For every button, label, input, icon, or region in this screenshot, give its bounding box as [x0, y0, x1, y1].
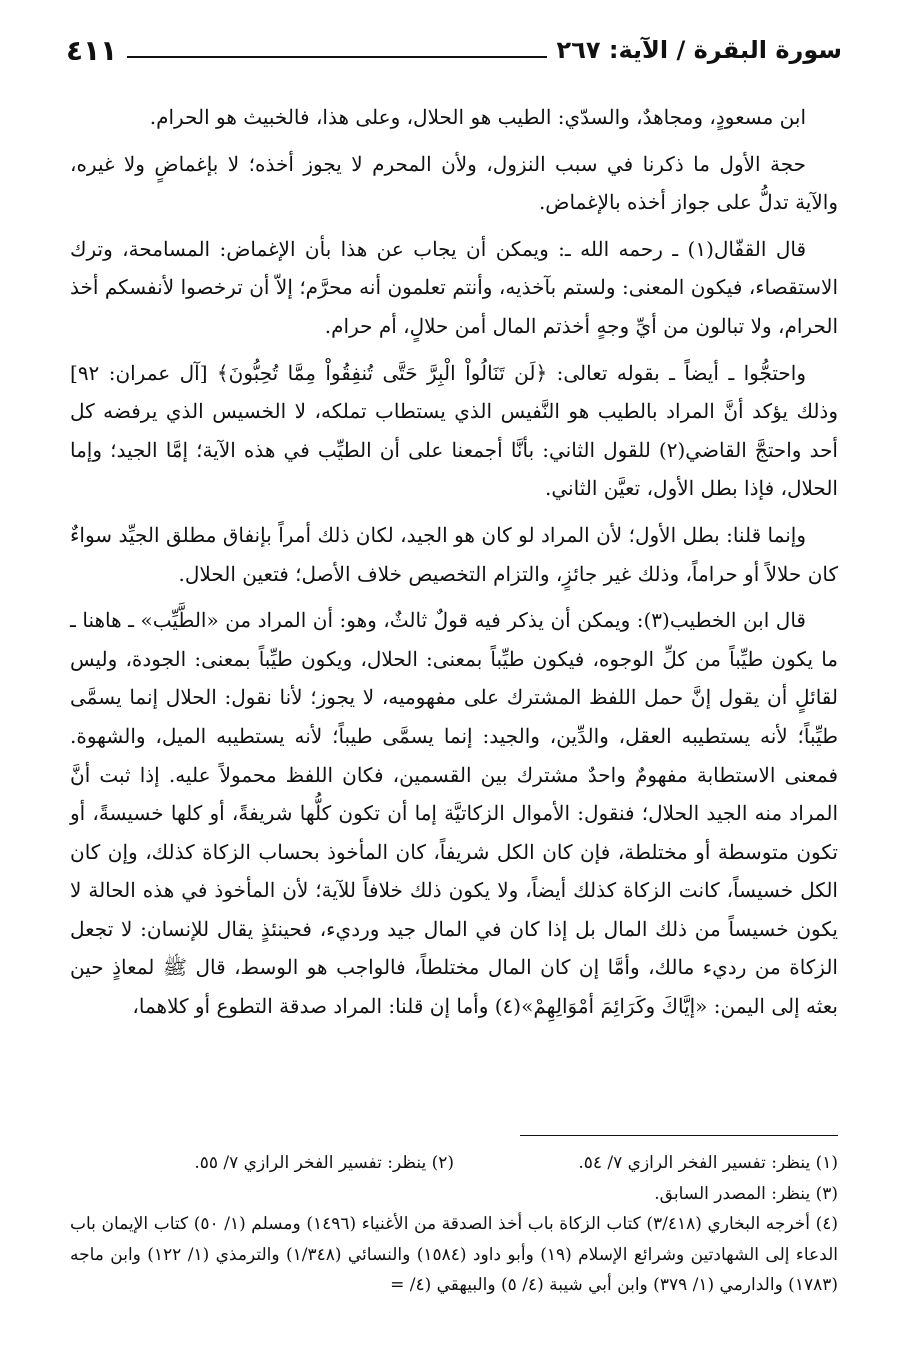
footnote-2: (٢) ينظر: تفسير الفخر الرازي ٧/ ٥٥.	[194, 1153, 454, 1173]
paragraph: وإنما قلنا: بطل الأول؛ لأن المراد لو كان هو الجيد، لكان ذلك أمراً بإنفاق مطلق الجيِّد سواءٌ كان حلالاً أو حراماً، وذلك غير جائزٍ، والتزام التخصيص خلاف الأصل؛ فتعين الحلال.	[70, 522, 838, 586]
running-title: سورة البقرة / الآية: ٢٦٧	[556, 36, 842, 64]
header-rule	[127, 56, 546, 58]
footnote-row	[70, 1148, 838, 1179]
paragraph: قال ابن الخطيب(٣): ويمكن أن يذكر فيه قولٌ ثالثٌ، وهو: أن المراد من «الطَّيِّب» ـ هاهنا ـ ما يكون طيِّباً من كلِّ الوجوه، فيكون طيِّباً بمعنى: الحلال، ويكون طيِّباً بمعنى: الجودة، وليس لقائلٍ أن يقول إنَّ حمل اللفظ المشترك على مفهوميه، لا يجوز؛ لأنا نقول: الحلال إنما يسمَّى طيِّباً؛ لأنه يستطيبه العقل، والدِّين، والجيد: إنما يسمَّى طيباً؛ لأنه يستطيبه الميل، والشهوة. فمعنى الاستطابة مفهومٌ واحدٌ مشترك بين القسمين، فكان اللفظ محمولاً عليه. إذا ثبت أنَّ المراد منه الجيد الحلال؛ فنقول: الأموال الزكاتيَّة إما أن تكون كلُّها شريفةً، أو كلها خسيسةً، أو تكون متوسطة أو مختلطة، فإن كان الكل شريفاً، كان المأخوذ بحساب الزكاة كذلك، وإن كان الكل خسيساً، كانت الزكاة كذلك أيضاً، ولا يكون ذلك خلافاً للآية؛ لأن المأخوذ في هذه الحالة لا يكون خسيساً من ذلك المال بل إذا كان في المال جيد ورديء، فحينئذٍ يقال للإنسان: لا تجعل الزكاة من رديء مالك، وأمَّا إن كان المال مختلطاً، فالواجب هو الوسط، قال ﷺ لمعاذٍ حين بعثه إلى اليمن: «إيَّاكَ وكَرَائِمَ أمْوَالِهِمْ»(٤) وأما إن قلنا: المراد صدقة التطوع أو كلاهما،	[70, 608, 839, 1019]
footnote-4: (٤) أخرجه البخاري (٣/٤١٨) كتاب الزكاة باب أخذ الصدقة من الأغنياء (١٤٩٦) ومسلم (١/ ٥٠) كتاب الإيمان باب الدعاء إلى الشهادتين وشرائع الإسلام (١٩) وأبو داود (١٥٨٤) والنسائي (١/٣٤٨) والترمذي (١/ ١٢٢) وابن ماجه (١٧٨٣) والدارمي (١/ ٣٧٩) وابن أبي شيبة (٤/ ٥) والبيهقي (٤/ =	[70, 1214, 839, 1295]
paragraph: واحتجُّوا ـ أيضاً ـ بقوله تعالى: ﴿لَن تَنَالُواْ الْبِرَّ حَتَّى تُنفِقُواْ مِمَّا تُحِبُّونَ﴾ [آل عمران: ٩٢] وذلك يؤكد أنَّ المراد بالطيب هو النَّفيس الذي يستطاب تملكه، لا الخسيس الذي يرفضه كل أحد واحتجَّ القاضي(٢) للقول الثاني: بأنَّا أجمعنا على أن الطيِّب في هذه الآية؛ إمَّا الجيد؛ وإما الحلال، فإذا بطل الأول، تعيَّن الثاني.	[70, 360, 838, 501]
footnotes	[70, 1148, 838, 1301]
main-text	[70, 98, 838, 1034]
paragraph: ابن مسعودٍ، ومجاهدٌ، والسدّي: الطيب هو الحلال، وعلى هذا، فالخبيث هو الحرام.	[149, 105, 806, 129]
paragraph: حجة الأول ما ذكرنا في سبب النزول، ولأن المحرم لا يجوز أخذه؛ لا بإغماضٍ ولا غيره، والآية تدلُّ على جواز أخذه بالإغماض.	[70, 151, 838, 215]
paragraph: قال القفّال(١) ـ رحمه الله ـ: ويمكن أن يجاب عن هذا بأن الإغماض: المسامحة، وترك الاستقصاء، فيكون المعنى: ولستم بآخذيه، وأنتم تعلمون أنه محرَّم؛ إلاّ أن ترخصوا لأنفسكم أخذ الحرام، ولا تبالون من أيِّ وجهٍ أخذتم المال أمن حلالٍ، أم حرام.	[70, 236, 838, 338]
footnote-3: (٣) ينظر: المصدر السابق.	[654, 1183, 838, 1204]
footnote-separator	[520, 1135, 838, 1136]
footnote-1: (١) ينظر: تفسير الفخر الرازي ٧/ ٥٤.	[578, 1153, 838, 1173]
page-number: ٤١١	[66, 33, 118, 67]
page-header	[66, 30, 842, 70]
